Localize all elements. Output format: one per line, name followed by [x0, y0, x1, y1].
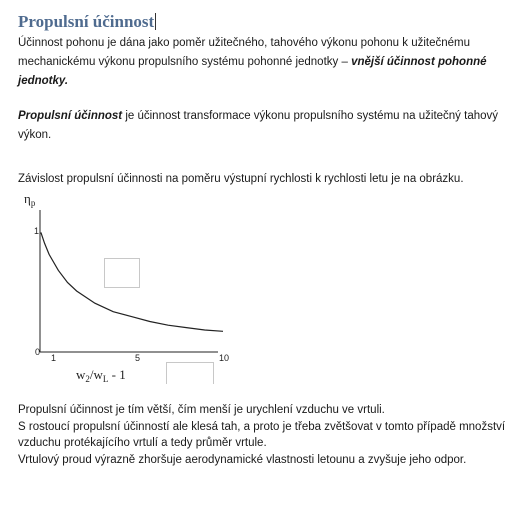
conclusion-line-3: Vrtulový proud výrazně zhoršuje aerodynamické vlastnosti letounu a zvyšuje jeho odpor.: [18, 453, 467, 466]
paragraph-propulsion: [18, 107, 516, 145]
paragraph-figure-intro: Závislost propulsní účinnosti na poměru výstupní rychlosti k rychlosti letu je na obrázku.: [18, 173, 464, 185]
paragraph-propulsion-emphasis: Propulsní účinnost: [18, 110, 123, 122]
document-heading: [18, 12, 156, 32]
y-tick-label-0: 0: [35, 347, 41, 357]
conclusion-line-1: Propulsní účinnost je tím větší, čím menší je urychlení vzduchu ve vrtuli.: [18, 404, 385, 416]
placeholder-box-1: [104, 258, 140, 288]
y-axis-label: ηp: [24, 191, 36, 208]
text-cursor: [155, 13, 156, 30]
conclusion-line-2: S rostoucí propulsní účinností ale klesá tah, a proto je třeba zvětšovat v tomto případě množství vzduchu protékajícího vrtulí a tedy průměr vrtule.: [18, 420, 506, 449]
paragraph-propulsion-text: je účinnost transformace výkonu propulsního systému na užitečný tahový výkon.: [18, 110, 499, 141]
heading-text: Propulsní účinnost: [18, 12, 155, 31]
paragraph-definition-text: Účinnost pohonu je dána jako poměr užitečného, tahového výkonu pohonu k užitečnému mechanickému výkonu propulsního systému pohonné jednotky –: [18, 37, 470, 68]
x-tick-label-1: 1: [51, 353, 57, 363]
efficiency-chart: [18, 188, 238, 388]
placeholder-box-2: [166, 362, 214, 384]
paragraph-conclusions: [18, 402, 516, 468]
paragraph-definition: [18, 34, 516, 91]
x-tick-label-5: 5: [135, 353, 141, 363]
x-axis-label: w2/wL - 1: [76, 367, 126, 384]
y-tick-label-1: 1: [34, 226, 40, 236]
paragraph-definition-emphasis: vnější účinnost pohonné jednotky.: [18, 56, 487, 87]
x-tick-label-10: 10: [219, 353, 230, 363]
